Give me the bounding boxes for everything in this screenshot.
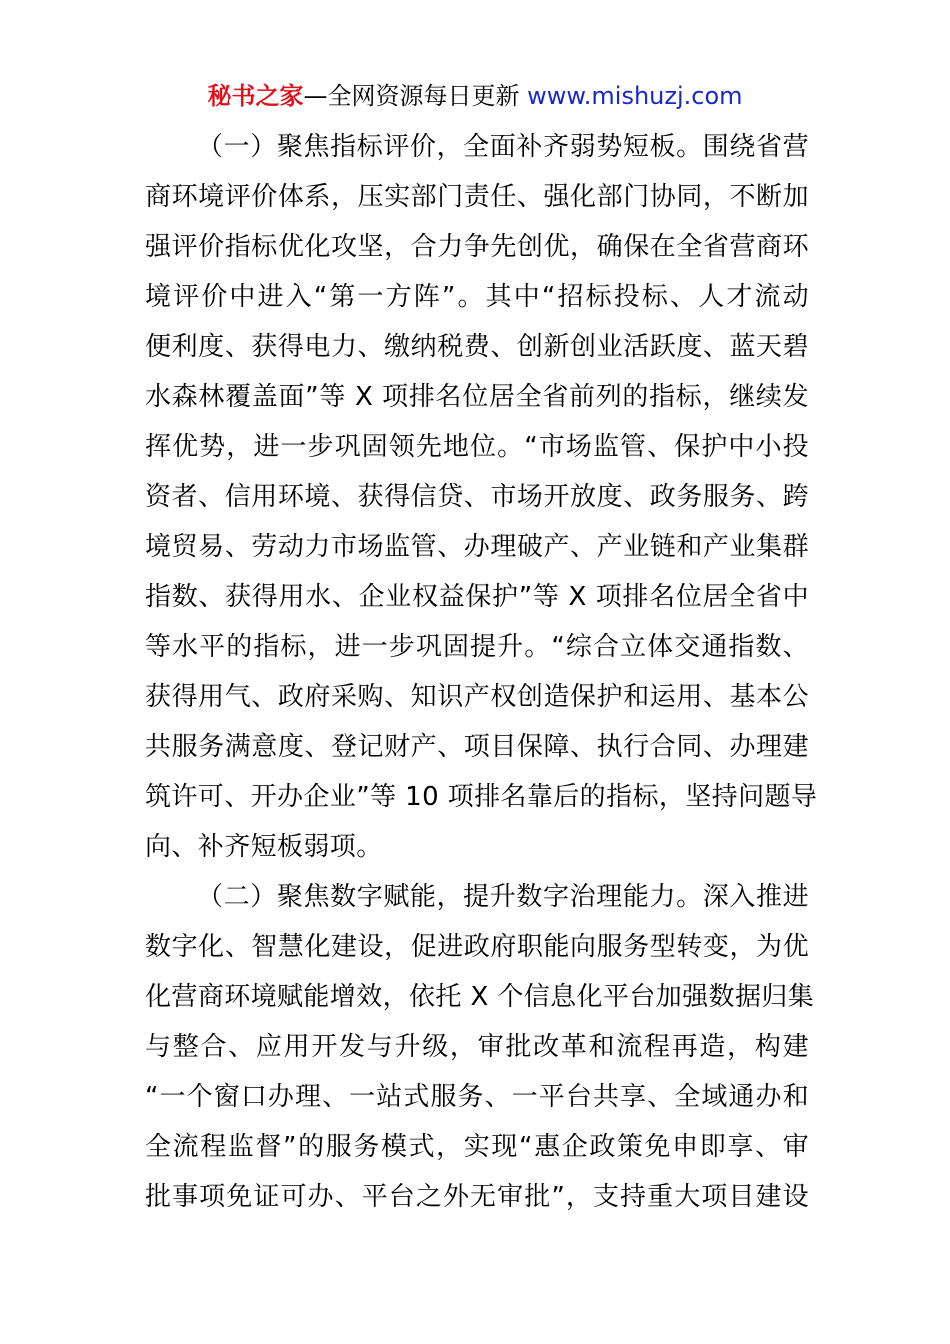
paragraph-line: 等水平的指标，进一步巩固提升。“综合立体交通指数、 xyxy=(145,632,809,662)
paragraph-line: 批事项免证可办、平台之外无审批”，支持重大项目建设 xyxy=(145,1182,809,1212)
document-body xyxy=(145,122,818,1222)
paragraph-line: 共服务满意度、登记财产、项目保障、执行合同、办理建 xyxy=(145,732,809,762)
paragraph-line: 全流程监督”的服务模式，实现“惠企政策免申即享、审 xyxy=(145,1132,809,1162)
paragraph-line: 境评价中进入“第一方阵”。其中“招标投标、人才流动 xyxy=(145,282,809,312)
paragraph-line: （一）聚焦指标评价，全面补齐弱势短板。围绕省营 xyxy=(197,132,809,162)
paragraph-line: 境贸易、劳动力市场监管、办理破产、产业链和产业集群 xyxy=(145,532,809,562)
paragraph-line: 数字化、智慧化建设，促进政府职能向服务型转变，为优 xyxy=(145,932,809,962)
paragraph-line: 向、补齐短板弱项。 xyxy=(145,832,383,862)
paragraph-line: 强评价指标优化攻坚，合力争先创优，确保在全省营商环 xyxy=(145,232,809,262)
paragraph-line: “一个窗口办理、一站式服务、一平台共享、全域通办和 xyxy=(145,1082,809,1112)
site-url[interactable]: www.mishuzj.com xyxy=(527,82,743,110)
paragraph-line: 水森林覆盖面”等 X 项排名位居全省前列的指标，继续发 xyxy=(145,382,809,412)
site-header xyxy=(0,78,950,114)
paragraph-line: 化营商环境赋能增效，依托 X 个信息化平台加强数据归集 xyxy=(145,982,815,1012)
paragraph-line: 获得用气、政府采购、知识产权创造保护和运用、基本公 xyxy=(145,682,809,712)
site-brand: 秘书之家 xyxy=(207,82,304,110)
paragraph-line: 资者、信用环境、获得信贷、市场开放度、政务服务、跨 xyxy=(145,482,809,512)
paragraph-line: 挥优势，进一步巩固领先地位。“市场监管、保护中小投 xyxy=(145,432,809,462)
paragraph-line: （二）聚焦数字赋能，提升数字治理能力。深入推进 xyxy=(197,882,809,912)
paragraph-line: 与整合、应用开发与升级，审批改革和流程再造，构建 xyxy=(145,1032,809,1062)
paragraph-line: 商环境评价体系，压实部门责任、强化部门协同，不断加 xyxy=(145,182,809,212)
paragraph-line: 指数、获得用水、企业权益保护”等 X 项排名位居全省中 xyxy=(145,582,809,612)
paragraph-line: 便利度、获得电力、缴纳税费、创新创业活跃度、蓝天碧 xyxy=(145,332,809,362)
paragraph-line: 筑许可、开办企业”等 10 项排名靠后的指标，坚持问题导 xyxy=(145,782,818,812)
site-tagline: —全网资源每日更新 xyxy=(303,82,528,110)
